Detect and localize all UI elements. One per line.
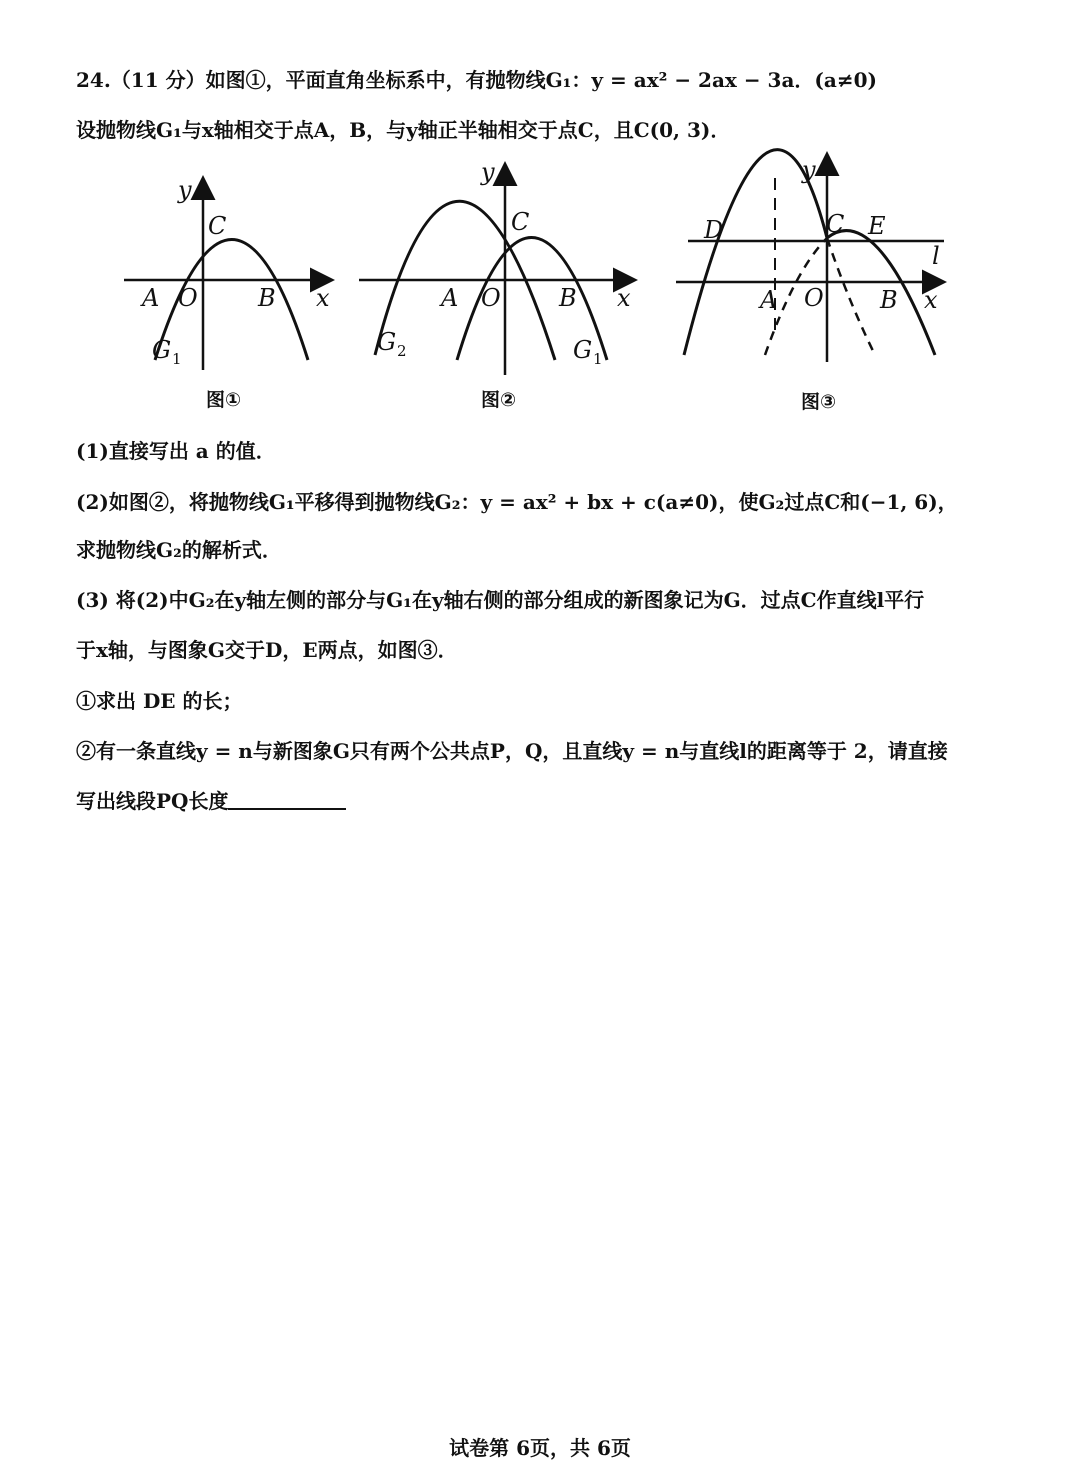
problem-line-1: 24.（11 分）如图①，平面直角坐标系中，有抛物线G₁：y = ax² − 2ax − 3a．(a≠0) [76, 68, 877, 92]
fig2-o-label: O [481, 284, 501, 312]
problem-line-2: 设抛物线G₁与x轴相交于点A，B，与y轴正半轴相交于点C，且C(0, 3)． [76, 118, 731, 142]
fig2-g2-sub: 2 [397, 342, 407, 360]
fig1-y-label: y [178, 176, 192, 204]
question-3-part-1: ①求出 DE 的长； [76, 689, 243, 713]
figure-2-caption: 图② [481, 389, 517, 411]
figure-3 [670, 150, 960, 375]
answer-blank [228, 788, 346, 810]
question-3-part-2-text: 写出线段PQ长度 [76, 789, 229, 813]
fig3-x-label: x [924, 286, 938, 314]
fig3-b-label: B [880, 286, 898, 314]
figure-1 [120, 170, 340, 380]
fig3-l-label: l [932, 242, 940, 270]
fig2-a-label: A [441, 284, 459, 312]
fig2-y-label: y [481, 158, 495, 186]
question-2-line-2: 求抛物线G₂的解析式． [76, 538, 282, 562]
figure-2 [355, 160, 645, 385]
question-3-part-2-line-1: ②有一条直线y = n与新图象G只有两个公共点P，Q，且直线y = n与直线l的距离等于 2，请直接 [76, 739, 948, 763]
question-3-line-2: 于x轴，与图象G交于D，E两点，如图③． [76, 638, 458, 662]
fig2-g1-label: G [573, 336, 593, 364]
fig1-b-label: B [258, 284, 276, 312]
fig1-a-label: A [142, 284, 160, 312]
fig3-d-label: D [704, 216, 724, 244]
question-1: (1)直接写出 a 的值． [76, 439, 276, 463]
fig2-b-label: B [559, 284, 577, 312]
question-3-part-2-line-2 [76, 787, 346, 815]
figure-3-caption: 图③ [801, 391, 837, 413]
fig3-c-label: C [826, 210, 845, 238]
fig1-g-label: G [152, 336, 172, 364]
fig2-c-label: C [511, 208, 530, 236]
fig1-x-label: x [316, 284, 330, 312]
fig3-e-label: E [868, 212, 886, 240]
fig3-o-label: O [804, 284, 824, 312]
fig2-g2-label: G [377, 328, 397, 356]
fig3-a-label: A [760, 286, 778, 314]
figure-1-caption: 图① [206, 389, 242, 411]
question-3-line-1: (3) 将(2)中G₂在y轴左侧的部分与G₁在y轴右侧的部分组成的新图象记为G．过点C作直线l平行 [76, 588, 925, 612]
question-2-line-1: (2)如图②，将抛物线G₁平移得到抛物线G₂：y = ax² + bx + c(a≠0)，使G₂过点C和(−1, 6)， [76, 490, 958, 514]
fig1-o-label: O [178, 284, 198, 312]
fig1-c-label: C [208, 212, 227, 240]
fig2-g1-sub: 1 [593, 350, 603, 368]
fig3-y-label: y [802, 156, 816, 184]
fig2-x-label: x [617, 284, 631, 312]
page-footer: 试卷第 6页，共 6页 [449, 1436, 631, 1460]
fig1-g-sub: 1 [172, 350, 182, 368]
